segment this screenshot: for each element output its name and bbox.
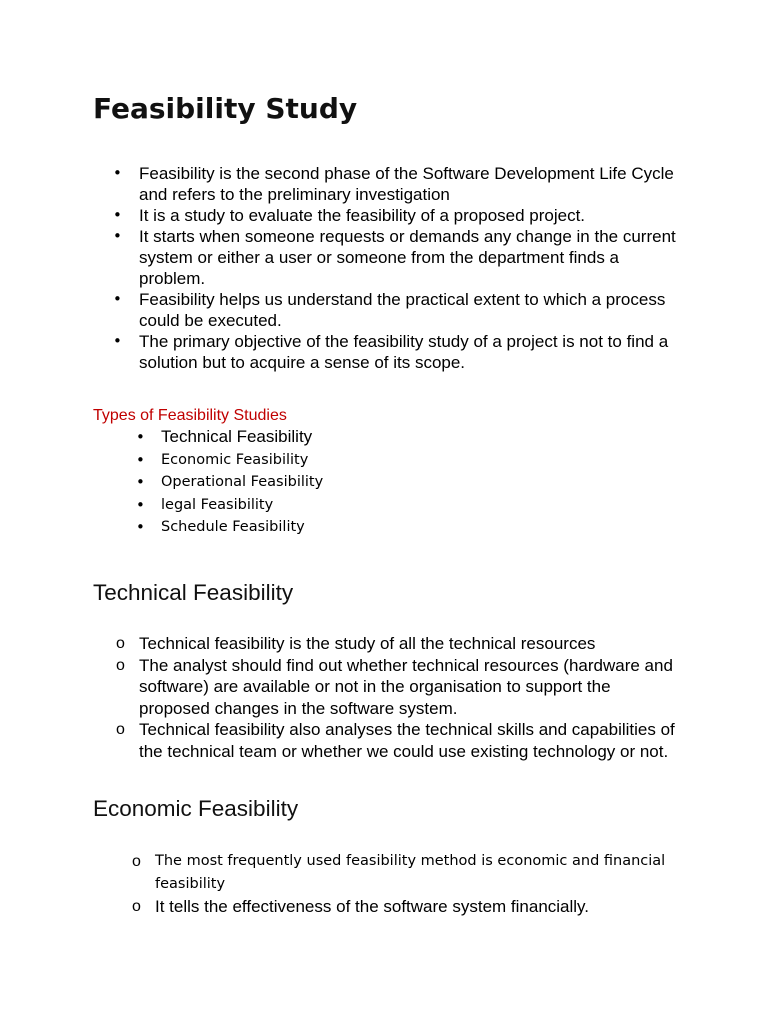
bullet-disc-icon: • — [113, 290, 122, 308]
bullet-circle-icon: o — [132, 853, 141, 870]
list-item-text: Operational Feasibility — [161, 474, 324, 490]
list-item — [116, 719, 679, 762]
list-item-text: Technical feasibility also analyses the technical skills and capabilities of the technical team or whether we could use existing technology or not. — [139, 720, 675, 761]
list-item — [113, 205, 679, 226]
bullet-circle-icon: o — [116, 656, 125, 674]
bullet-disc-icon: • — [113, 332, 122, 350]
list-item — [116, 633, 679, 655]
list-item — [116, 655, 679, 720]
list-item-text: It tells the effectiveness of the software system financially. — [155, 897, 590, 916]
list-item — [136, 449, 561, 472]
list-item-text: The most frequently used feasibility method is economic and financial feasibility — [155, 853, 666, 892]
list-item-text: Technical Feasibility — [161, 427, 313, 446]
types-bullet-list — [136, 426, 561, 539]
technical-bullet-list — [116, 633, 679, 762]
list-item — [136, 494, 561, 517]
bullet-disc-icon: • — [136, 473, 145, 491]
list-item — [113, 163, 679, 205]
bullet-disc-icon: • — [136, 518, 145, 536]
list-item — [136, 426, 561, 449]
list-item-text: The analyst should find out whether technical resources (hardware and software) are available or not in the organisation to support the proposed changes in the software system. — [139, 655, 673, 718]
list-item-text: It is a study to evaluate the feasibility of a proposed project. — [139, 206, 586, 225]
bullet-disc-icon: • — [113, 227, 122, 245]
list-item — [132, 850, 675, 896]
technical-feasibility-heading: Technical Feasibility — [93, 580, 294, 605]
list-item-text: Feasibility is the second phase of the Software Development Life Cycle and refers to the preliminary investigation — [139, 164, 674, 204]
list-item-text: The primary objective of the feasibility study of a project is not to find a solution but to acquire a sense of its scope. — [139, 332, 669, 372]
bullet-disc-icon: • — [136, 428, 145, 446]
list-item-text: legal Feasibility — [161, 496, 274, 513]
list-item-text: It starts when someone requests or demands any change in the current system or either a user or someone from the department finds a problem. — [139, 227, 676, 288]
bullet-circle-icon: o — [132, 898, 141, 915]
bullet-disc-icon: • — [136, 450, 145, 469]
list-item-text: Schedule Feasibility — [161, 519, 305, 535]
bullet-disc-icon: • — [113, 206, 122, 224]
bullet-disc-icon: • — [113, 164, 122, 182]
list-item — [113, 289, 679, 331]
bullet-circle-icon: o — [116, 721, 125, 738]
economic-bullet-list — [132, 850, 675, 918]
list-item — [136, 516, 561, 539]
types-heading: Types of Feasibility Studies — [93, 407, 287, 424]
bullet-circle-icon: o — [116, 635, 125, 652]
list-item — [132, 896, 675, 918]
list-item — [113, 331, 679, 373]
list-item — [113, 226, 679, 289]
economic-feasibility-heading: Economic Feasibility — [93, 796, 299, 821]
bullet-disc-icon: • — [136, 495, 145, 514]
list-item-text: Economic Feasibility — [161, 451, 309, 468]
intro-bullet-list — [113, 163, 679, 373]
list-item-text: Technical feasibility is the study of all the technical resources — [139, 634, 596, 653]
list-item-text: Feasibility helps us understand the practical extent to which a process could be executed. — [139, 290, 666, 330]
list-item — [136, 471, 561, 494]
document-title: Feasibility Study — [93, 92, 358, 125]
